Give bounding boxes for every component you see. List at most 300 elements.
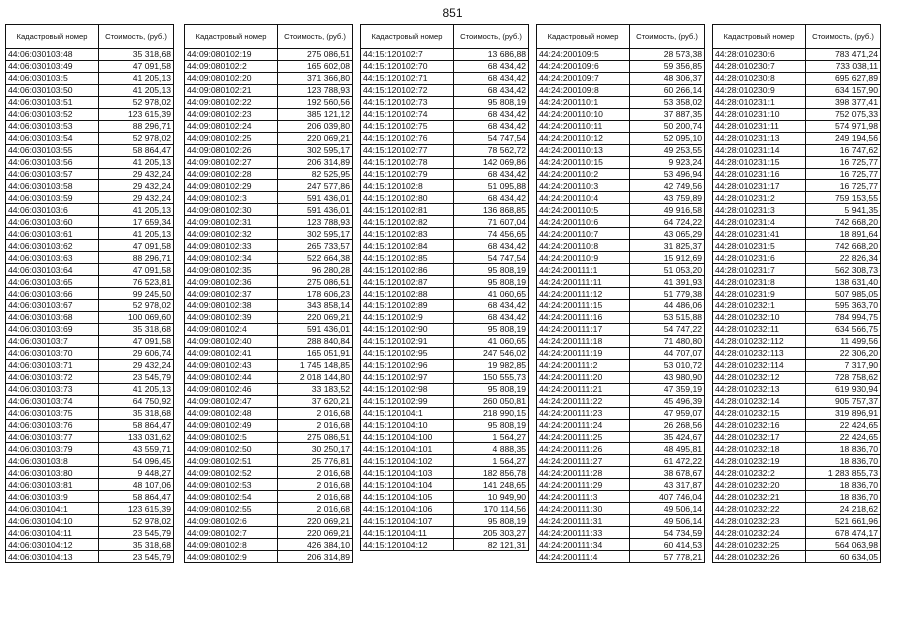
cost-cell: 95 808,19 <box>454 383 529 395</box>
cost-cell: 59 356,85 <box>630 60 705 72</box>
table-row <box>713 72 881 84</box>
cadastral-number-cell: 44:24:200111:22 <box>537 395 630 407</box>
table-row <box>361 252 529 264</box>
table-row <box>6 252 174 264</box>
cadastral-number-cell: 44:06:030103:49 <box>6 60 99 72</box>
table-row <box>713 228 881 240</box>
cost-cell: 22 826,34 <box>806 252 881 264</box>
cost-cell: 9 923,24 <box>630 156 705 168</box>
cost-cell: 42 749,56 <box>630 180 705 192</box>
table-row <box>537 455 705 467</box>
cost-cell: 47 091,58 <box>99 60 174 72</box>
table-row <box>713 323 881 335</box>
cost-cell: 43 559,71 <box>99 443 174 455</box>
cadastral-number-cell: 44:24:200111:30 <box>537 503 630 515</box>
cadastral-number-cell: 44:28:010231:7 <box>713 264 806 276</box>
cadastral-number-cell: 44:28:010231:8 <box>713 276 806 288</box>
cadastral-number-cell: 44:09:080102:41 <box>185 347 278 359</box>
cost-cell: 2 016,68 <box>278 503 353 515</box>
cost-cell: 18 836,70 <box>806 443 881 455</box>
table-row <box>185 395 353 407</box>
table-row <box>361 395 529 407</box>
cadastral-number-cell: 44:15:120102:85 <box>361 252 454 264</box>
table-row <box>185 359 353 371</box>
cost-cell: 68 434,42 <box>454 240 529 252</box>
cost-cell: 302 595,17 <box>278 228 353 240</box>
cost-header: Стоимость, (руб.) <box>630 25 705 49</box>
cadastral-number-header: Кадастровый номер <box>537 25 630 49</box>
cost-cell: 759 153,55 <box>806 192 881 204</box>
table-row <box>185 180 353 192</box>
cadastral-number-cell: 44:09:080102:43 <box>185 359 278 371</box>
table-row <box>185 49 353 61</box>
cadastral-number-cell: 44:09:080102:51 <box>185 455 278 467</box>
table-row <box>6 335 174 347</box>
cadastral-number-cell: 44:06:030103:73 <box>6 383 99 395</box>
table-row <box>713 60 881 72</box>
cost-cell: 407 746,04 <box>630 491 705 503</box>
table-row <box>185 371 353 383</box>
cadastral-table-column-1 <box>5 24 174 563</box>
table-row <box>361 311 529 323</box>
table-row <box>185 335 353 347</box>
cadastral-number-cell: 44:28:010231:2 <box>713 192 806 204</box>
cost-cell: 54 747,54 <box>454 132 529 144</box>
cadastral-number-cell: 44:06:030104:10 <box>6 515 99 527</box>
table-row <box>713 479 881 491</box>
cost-cell: 371 366,80 <box>278 72 353 84</box>
table-row <box>537 431 705 443</box>
cadastral-number-cell: 44:28:010232:20 <box>713 479 806 491</box>
cadastral-number-header: Кадастровый номер <box>185 25 278 49</box>
cost-cell: 68 434,42 <box>454 120 529 132</box>
cost-cell: 88 296,71 <box>99 252 174 264</box>
cost-cell: 1 283 855,73 <box>806 467 881 479</box>
cost-cell: 30 250,17 <box>278 443 353 455</box>
table-row <box>6 347 174 359</box>
cost-cell: 51 053,20 <box>630 264 705 276</box>
cadastral-number-cell: 44:15:120104:1 <box>361 407 454 419</box>
cadastral-number-cell: 44:15:120104:104 <box>361 479 454 491</box>
cadastral-number-cell: 44:24:200111:17 <box>537 323 630 335</box>
cost-cell: 783 471,24 <box>806 49 881 61</box>
cadastral-number-cell: 44:06:030103:55 <box>6 144 99 156</box>
cost-cell: 95 808,19 <box>454 419 529 431</box>
cost-cell: 57 778,21 <box>630 551 705 563</box>
cost-cell: 41 060,65 <box>454 288 529 300</box>
table-row <box>361 443 529 455</box>
cadastral-number-cell: 44:09:080102:3 <box>185 192 278 204</box>
table-row <box>537 383 705 395</box>
cost-cell: 23 545,79 <box>99 371 174 383</box>
table-row <box>6 467 174 479</box>
cost-cell: 591 436,01 <box>278 204 353 216</box>
cost-cell: 141 248,65 <box>454 479 529 491</box>
cadastral-number-cell: 44:09:080102:9 <box>185 551 278 563</box>
cost-cell: 35 318,68 <box>99 49 174 61</box>
cost-cell: 18 836,70 <box>806 455 881 467</box>
cadastral-number-cell: 44:09:080102:20 <box>185 72 278 84</box>
cost-cell: 41 205,13 <box>99 204 174 216</box>
cadastral-number-cell: 44:28:010232:11 <box>713 323 806 335</box>
cost-cell: 2 016,68 <box>278 491 353 503</box>
cadastral-number-cell: 44:28:010231:1 <box>713 96 806 108</box>
cadastral-number-cell: 44:09:080102:52 <box>185 467 278 479</box>
table-row <box>6 443 174 455</box>
cost-cell: 28 573,38 <box>630 49 705 61</box>
table-row <box>185 72 353 84</box>
table-row <box>713 180 881 192</box>
table-row <box>713 288 881 300</box>
page-number: 851 <box>442 6 463 20</box>
cost-cell: 58 864,47 <box>99 419 174 431</box>
table-row <box>185 288 353 300</box>
table-row <box>537 156 705 168</box>
cadastral-number-cell: 44:15:120102:70 <box>361 60 454 72</box>
table-row <box>185 503 353 515</box>
cadastral-number-header: Кадастровый номер <box>6 25 99 49</box>
table-row <box>185 311 353 323</box>
cadastral-number-cell: 44:06:030103:54 <box>6 132 99 144</box>
cost-cell: 4 888,35 <box>454 443 529 455</box>
cadastral-number-cell: 44:24:200109:8 <box>537 84 630 96</box>
cadastral-number-cell: 44:09:080102:6 <box>185 515 278 527</box>
cadastral-number-cell: 44:09:080102:5 <box>185 431 278 443</box>
table-row <box>185 120 353 132</box>
cadastral-number-cell: 44:28:010231:14 <box>713 144 806 156</box>
table-row <box>185 240 353 252</box>
cadastral-number-cell: 44:28:010232:24 <box>713 527 806 539</box>
table-row <box>713 168 881 180</box>
cadastral-number-cell: 44:06:030103:61 <box>6 228 99 240</box>
table-row <box>713 204 881 216</box>
cadastral-number-cell: 44:06:030103:59 <box>6 192 99 204</box>
cost-cell: 68 434,42 <box>454 311 529 323</box>
table-row <box>713 539 881 551</box>
cost-cell: 53 515,88 <box>630 311 705 323</box>
cadastral-number-cell: 44:28:010232:12 <box>713 371 806 383</box>
cost-cell: 95 808,19 <box>454 276 529 288</box>
cost-cell: 60 634,05 <box>806 551 881 563</box>
cost-cell: 45 496,39 <box>630 395 705 407</box>
cadastral-number-cell: 44:15:120104:102 <box>361 455 454 467</box>
cost-header: Стоимость, (руб.) <box>99 25 174 49</box>
cost-cell: 54 734,59 <box>630 527 705 539</box>
cadastral-number-cell: 44:28:010232:19 <box>713 455 806 467</box>
cost-cell: 220 069,21 <box>278 311 353 323</box>
cost-cell: 1 564,27 <box>454 431 529 443</box>
table-row <box>713 419 881 431</box>
table-row <box>6 49 174 61</box>
table-row <box>6 96 174 108</box>
table-row <box>361 479 529 491</box>
cost-cell: 60 266,14 <box>630 84 705 96</box>
table-row <box>713 395 881 407</box>
cadastral-number-cell: 44:09:080102:2 <box>185 60 278 72</box>
table-row <box>713 240 881 252</box>
table-row <box>537 491 705 503</box>
cadastral-number-cell: 44:06:030103:63 <box>6 252 99 264</box>
cost-cell: 564 063,98 <box>806 539 881 551</box>
cadastral-number-cell: 44:06:030103:69 <box>6 323 99 335</box>
cadastral-number-header: Кадастровый номер <box>713 25 806 49</box>
cost-cell: 2 016,68 <box>278 419 353 431</box>
cadastral-table-column-3 <box>360 24 529 551</box>
cost-cell: 64 750,92 <box>99 395 174 407</box>
table-row <box>6 72 174 84</box>
cadastral-number-cell: 44:28:010232:14 <box>713 395 806 407</box>
table-row <box>6 120 174 132</box>
cadastral-number-cell: 44:28:010232:17 <box>713 431 806 443</box>
cadastral-number-cell: 44:28:010231:11 <box>713 120 806 132</box>
table-row <box>6 455 174 467</box>
cadastral-number-cell: 44:24:200111:31 <box>537 515 630 527</box>
cost-cell: 53 010,72 <box>630 359 705 371</box>
cadastral-number-cell: 44:06:030103:58 <box>6 180 99 192</box>
cost-cell: 275 086,51 <box>278 49 353 61</box>
cadastral-number-cell: 44:28:010232:22 <box>713 503 806 515</box>
cadastral-number-cell: 44:15:120102:88 <box>361 288 454 300</box>
table-row <box>361 204 529 216</box>
table-row <box>6 419 174 431</box>
cadastral-number-cell: 44:09:080102:22 <box>185 96 278 108</box>
table-row <box>6 491 174 503</box>
cadastral-number-cell: 44:15:120102:75 <box>361 120 454 132</box>
table-row <box>185 479 353 491</box>
table-row <box>6 156 174 168</box>
cost-cell: 16 747,62 <box>806 144 881 156</box>
table-row <box>713 108 881 120</box>
table-row <box>185 84 353 96</box>
cadastral-number-cell: 44:15:120102:99 <box>361 395 454 407</box>
cadastral-number-cell: 44:06:030103:62 <box>6 240 99 252</box>
cadastral-number-cell: 44:15:120102:96 <box>361 359 454 371</box>
cost-cell: 7 317,90 <box>806 359 881 371</box>
cadastral-number-cell: 44:09:080102:30 <box>185 204 278 216</box>
cost-cell: 10 949,90 <box>454 491 529 503</box>
table-row <box>185 264 353 276</box>
cadastral-number-cell: 44:15:120102:77 <box>361 144 454 156</box>
cost-cell: 51 095,88 <box>454 180 529 192</box>
cadastral-number-cell: 44:15:120102:82 <box>361 216 454 228</box>
cost-cell: 53 358,02 <box>630 96 705 108</box>
cadastral-table-column-5 <box>712 24 881 563</box>
table-row <box>6 228 174 240</box>
table-row <box>361 60 529 72</box>
cadastral-number-cell: 44:24:200111:25 <box>537 431 630 443</box>
cadastral-number-cell: 44:28:010232:10 <box>713 311 806 323</box>
cost-header: Стоимость, (руб.) <box>278 25 353 49</box>
cost-cell: 206 039,80 <box>278 120 353 132</box>
cost-cell: 49 506,14 <box>630 503 705 515</box>
cost-cell: 48 107,06 <box>99 479 174 491</box>
cost-cell: 1 564,27 <box>454 455 529 467</box>
cadastral-number-cell: 44:06:030103:74 <box>6 395 99 407</box>
table-row <box>6 311 174 323</box>
cadastral-number-cell: 44:06:030104:13 <box>6 551 99 563</box>
cost-cell: 50 200,74 <box>630 120 705 132</box>
cadastral-number-cell: 44:28:010232:113 <box>713 347 806 359</box>
cost-cell: 784 994,75 <box>806 311 881 323</box>
cost-cell: 61 472,22 <box>630 455 705 467</box>
table-row <box>361 192 529 204</box>
cost-cell: 507 985,05 <box>806 288 881 300</box>
table-row <box>537 49 705 61</box>
cadastral-number-cell: 44:09:080102:36 <box>185 276 278 288</box>
cost-cell: 206 314,89 <box>278 551 353 563</box>
table-row <box>537 276 705 288</box>
cost-header: Стоимость, (руб.) <box>806 25 881 49</box>
cost-cell: 31 825,37 <box>630 240 705 252</box>
table-row <box>361 168 529 180</box>
cost-cell: 905 757,37 <box>806 395 881 407</box>
cost-cell: 78 562,72 <box>454 144 529 156</box>
cadastral-number-cell: 44:09:080102:49 <box>185 419 278 431</box>
cost-cell: 288 840,84 <box>278 335 353 347</box>
cadastral-number-cell: 44:06:030103:5 <box>6 72 99 84</box>
cost-cell: 634 157,90 <box>806 84 881 96</box>
table-row <box>185 551 353 563</box>
cadastral-number-cell: 44:28:010231:15 <box>713 156 806 168</box>
table-row <box>713 84 881 96</box>
cadastral-number-cell: 44:06:030103:48 <box>6 49 99 61</box>
cadastral-number-cell: 44:28:010232:112 <box>713 335 806 347</box>
cost-cell: 41 205,13 <box>99 156 174 168</box>
cost-cell: 58 864,47 <box>99 491 174 503</box>
cadastral-number-cell: 44:15:120104:100 <box>361 431 454 443</box>
cadastral-number-cell: 44:06:030103:56 <box>6 156 99 168</box>
cost-cell: 742 668,20 <box>806 240 881 252</box>
cadastral-number-cell: 44:09:080102:28 <box>185 168 278 180</box>
table-header-row <box>185 25 353 49</box>
table-row <box>185 96 353 108</box>
cadastral-number-cell: 44:06:030103:68 <box>6 311 99 323</box>
table-row <box>537 347 705 359</box>
cadastral-number-cell: 44:24:200111:19 <box>537 347 630 359</box>
cost-cell: 19 982,85 <box>454 359 529 371</box>
cadastral-number-cell: 44:09:080102:35 <box>185 264 278 276</box>
table-row <box>537 443 705 455</box>
cadastral-number-cell: 44:15:120104:12 <box>361 539 454 551</box>
table-row <box>361 108 529 120</box>
cost-cell: 68 434,42 <box>454 84 529 96</box>
table-row <box>361 132 529 144</box>
table-row <box>361 419 529 431</box>
table-row <box>6 479 174 491</box>
cadastral-number-cell: 44:24:200109:5 <box>537 49 630 61</box>
cadastral-number-cell: 44:28:010232:114 <box>713 359 806 371</box>
cadastral-number-cell: 44:09:080102:48 <box>185 407 278 419</box>
cost-cell: 15 912,69 <box>630 252 705 264</box>
table-row <box>537 60 705 72</box>
table-row <box>713 252 881 264</box>
table-row <box>361 347 529 359</box>
table-row <box>6 515 174 527</box>
cost-cell: 54 747,54 <box>454 252 529 264</box>
table-row <box>713 216 881 228</box>
cadastral-number-cell: 44:24:200111:21 <box>537 383 630 395</box>
cadastral-number-cell: 44:09:080102:32 <box>185 228 278 240</box>
cadastral-number-cell: 44:15:120102:80 <box>361 192 454 204</box>
table-row <box>537 132 705 144</box>
table-row <box>6 216 174 228</box>
cost-cell: 96 280,28 <box>278 264 353 276</box>
table-row <box>185 144 353 156</box>
table-row <box>6 240 174 252</box>
cadastral-number-cell: 44:09:080102:33 <box>185 240 278 252</box>
cost-cell: 385 121,12 <box>278 108 353 120</box>
cadastral-number-cell: 44:09:080102:4 <box>185 323 278 335</box>
table-row <box>713 347 881 359</box>
table-row <box>6 84 174 96</box>
cadastral-number-cell: 44:15:120102:83 <box>361 228 454 240</box>
table-row <box>537 228 705 240</box>
cost-cell: 398 377,41 <box>806 96 881 108</box>
cadastral-number-cell: 44:28:010231:3 <box>713 204 806 216</box>
table-row <box>185 192 353 204</box>
cadastral-number-cell: 44:28:010232:25 <box>713 539 806 551</box>
cadastral-number-cell: 44:24:200111:3 <box>537 491 630 503</box>
table-row <box>537 144 705 156</box>
cost-cell: 95 808,19 <box>454 264 529 276</box>
cadastral-number-cell: 44:24:200110:2 <box>537 168 630 180</box>
table-row <box>537 395 705 407</box>
table-row <box>713 120 881 132</box>
cadastral-number-cell: 44:06:030103:53 <box>6 120 99 132</box>
cost-cell: 100 069,60 <box>99 311 174 323</box>
cost-cell: 68 434,42 <box>454 60 529 72</box>
cost-cell: 218 990,15 <box>454 407 529 419</box>
cadastral-number-cell: 44:15:120102:90 <box>361 323 454 335</box>
cost-cell: 60 414,53 <box>630 539 705 551</box>
cost-cell: 619 930,94 <box>806 383 881 395</box>
cost-cell: 9 448,27 <box>99 467 174 479</box>
cost-cell: 574 971,98 <box>806 120 881 132</box>
table-row <box>713 383 881 395</box>
table-row <box>361 264 529 276</box>
table-row <box>713 371 881 383</box>
table-row <box>713 455 881 467</box>
cadastral-number-cell: 44:24:200110:15 <box>537 156 630 168</box>
table-header-row <box>537 25 705 49</box>
cost-cell: 41 205,13 <box>99 84 174 96</box>
table-header-row <box>6 25 174 49</box>
cost-cell: 47 959,07 <box>630 407 705 419</box>
cadastral-number-cell: 44:15:120102:72 <box>361 84 454 96</box>
table-row <box>713 467 881 479</box>
table-row <box>361 467 529 479</box>
cost-cell: 18 891,64 <box>806 228 881 240</box>
table-row <box>713 443 881 455</box>
cadastral-number-cell: 44:24:200110:8 <box>537 240 630 252</box>
table-row <box>185 108 353 120</box>
cost-cell: 51 779,38 <box>630 288 705 300</box>
table-row <box>537 515 705 527</box>
cost-cell: 54 096,45 <box>99 455 174 467</box>
table-row <box>185 132 353 144</box>
cost-cell: 68 434,42 <box>454 168 529 180</box>
cadastral-number-cell: 44:09:080102:46 <box>185 383 278 395</box>
table-row <box>537 168 705 180</box>
table-row <box>361 503 529 515</box>
cadastral-number-cell: 44:15:120102:86 <box>361 264 454 276</box>
cost-cell: 247 577,86 <box>278 180 353 192</box>
cadastral-number-cell: 44:09:080102:27 <box>185 156 278 168</box>
cadastral-number-cell: 44:09:080102:29 <box>185 180 278 192</box>
table-row <box>713 359 881 371</box>
table-row <box>713 515 881 527</box>
table-row <box>6 383 174 395</box>
